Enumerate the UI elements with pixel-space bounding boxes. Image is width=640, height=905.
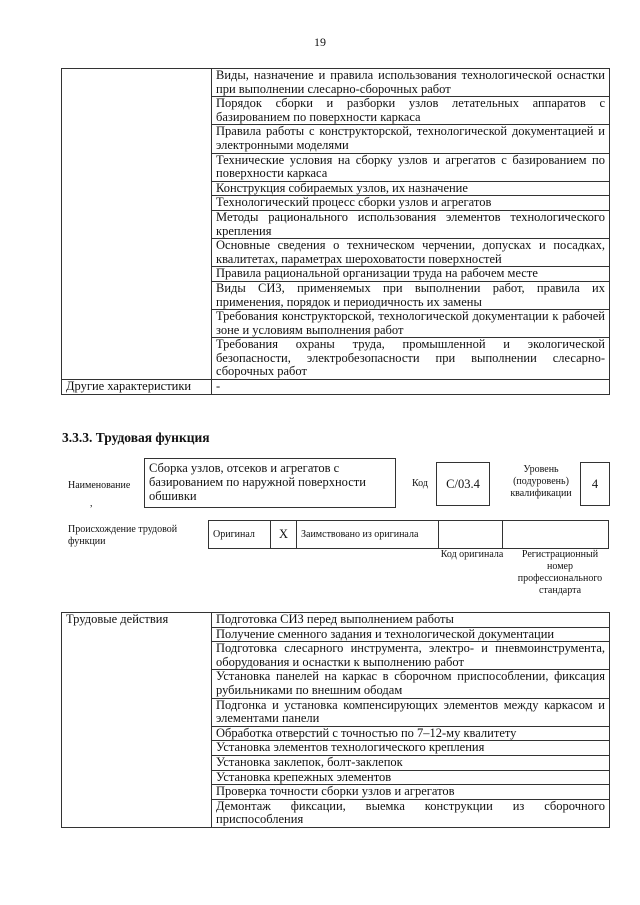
labor-action-item: Установка заклепок, болт-заклепок [212,755,610,770]
labor-action-item: Подготовка СИЗ перед выполнением работы [212,613,610,628]
labor-action-item: Обработка отверстий с точностью по 7–12-му квалитету [212,726,610,741]
code-label: Код [412,478,428,489]
function-name-box [144,458,396,508]
labor-action-item: Подготовка слесарного инструмента, электро- и пневмоинструмента, оборудования и оснастки к выполнению работ [212,642,610,670]
original-mark: X [271,521,297,549]
knowledge-table [61,68,610,395]
other-characteristics-label: Другие характеристики [62,380,212,395]
level-label: Уровень (подуровень) квалификации [510,464,572,499]
original-code-cell [439,521,503,549]
function-code-box [436,462,490,506]
knowledge-item: Конструкция собираемых узлов, их назначение [212,181,610,196]
level-box [580,462,610,506]
function-code: С/03.4 [446,477,480,491]
knowledge-item: Технологический процесс сборки узлов и агрегатов [212,196,610,211]
table-row [62,613,610,628]
labor-action-item: Получение сменного задания и технологической документации [212,627,610,642]
knowledge-item: Технические условия на сборку узлов и агрегатов с базированием по поверхности каркаса [212,153,610,181]
labor-actions-label: Трудовые действия [62,613,212,828]
labor-action-item: Подгонка и установка компенсирующих элементов между каркасом и элементами панели [212,698,610,726]
knowledge-item: Основные сведения о техническом черчении, допусках и посадках, квалитетах, параметрах шероховатости поверхностей [212,239,610,267]
reg-caption: Регистрационный номер профессионального стандарта [517,549,603,596]
origin-label: Происхождение трудовой функции [68,524,178,547]
borrowed-label: Заимствовано из оригинала [297,521,439,549]
knowledge-item: Порядок сборки и разборки узлов летательных аппаратов с базированием по поверхности каркаса [212,97,610,125]
knowledge-item: Правила рациональной организации труда на рабочем месте [212,267,610,282]
page-number: 19 [314,35,326,49]
labor-actions-table [61,612,610,828]
labor-action-item: Установка панелей на каркас в сборочном приспособлении, фиксация рубильниками по внешним ободам [212,670,610,698]
knowledge-item: Методы рационального использования элементов технологического крепления [212,210,610,238]
knowledge-item: Виды, назначение и правила использования технологической оснастки при выполнении слесарно-сборочных работ [212,69,610,97]
table-row [62,69,610,97]
table-row [62,380,610,395]
original-label: Оригинал [209,521,271,549]
knowledge-item: Виды СИЗ, применяемых при выполнении работ, правила их применения, порядок и периодичность их замены [212,281,610,309]
labor-action-item: Установка крепежных элементов [212,770,610,785]
knowledge-item: Требования конструкторской, технологической документации к рабочей зоне и условиям выполнения работ [212,310,610,338]
labor-action-item: Проверка точности сборки узлов и агрегатов [212,785,610,800]
level-value: 4 [591,477,599,491]
knowledge-item: Правила работы с конструкторской, технологической документацией и электронными моделями [212,125,610,153]
comma-mark: , [90,498,93,509]
labor-action-item: Установка элементов технологического крепления [212,741,610,756]
section-heading: 3.3.3. Трудовая функция [62,430,210,445]
reg-number-cell [503,521,609,549]
labor-action-item: Демонтаж фиксации, выемка конструкции из сборочного приспособления [212,799,610,827]
knowledge-item: Требования охраны труда, промышленной и экологической безопасности, электробезопасности при выполнении слесарно-сборочных работ [212,338,610,380]
left-empty-cell [62,69,212,380]
function-name: Сборка узлов, отсеков и агрегатов с базированием по наружной поверхности обшивки [149,461,366,503]
name-label: Наименование [68,480,131,491]
code-caption: Код оригинала [440,549,504,560]
origin-table [208,520,609,549]
other-characteristics-value: - [212,380,610,395]
